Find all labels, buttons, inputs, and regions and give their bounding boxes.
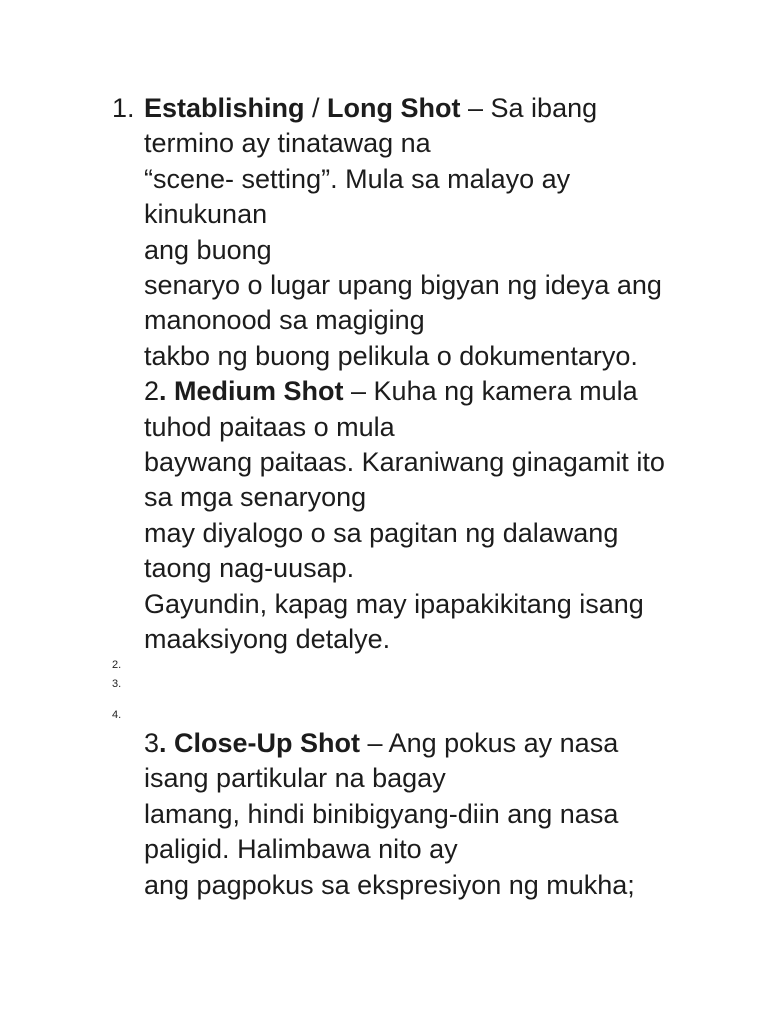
item-first-line — [144, 726, 744, 761]
item-line: may diyalogo o sa pagitan ng dalawang — [144, 517, 619, 548]
small-list-number: 2. — [112, 659, 122, 671]
small-list-number: 3. — [112, 678, 122, 690]
item-lead-text: – Ang pokus ay nasa — [360, 728, 619, 758]
item-line: ang pagpokus sa ekspresiyon ng mukha; — [144, 869, 635, 900]
list-number-3: 3 — [144, 728, 160, 758]
term-close-up-shot: . Close-Up Shot — [159, 728, 361, 758]
item-lead-text: – Sa ibang — [460, 93, 598, 123]
item-line: paligid. Halimbawa nito ay — [144, 834, 458, 865]
item-line: lamang, hindi binibigyang-diin ang nasa — [144, 798, 619, 829]
item-line: takbo ng buong pelikula o dokumentaryo. — [144, 340, 638, 371]
list-item-establishing-shot — [144, 91, 744, 658]
item-line: ang buong — [144, 234, 272, 265]
item-line: isang partikular na bagay — [144, 763, 446, 794]
item-line: “scene- setting”. Mula sa malayo ay — [144, 163, 571, 194]
item-line: maaksiyong detalye. — [144, 624, 391, 655]
small-list-number: 4. — [112, 709, 122, 721]
item-line: Gayundin, kapag may ipapakikitang isang — [144, 588, 644, 619]
list-item-close-up-shot — [144, 726, 744, 903]
item-line: senaryo o lugar upang bigyan ng ideya ang — [144, 270, 662, 301]
list-number-1: 1. — [112, 93, 135, 123]
item-line: tuhod paitaas o mula — [144, 411, 395, 442]
item-first-line — [144, 374, 744, 409]
item-lead-text: – Kuha ng kamera mula — [343, 376, 638, 407]
item-line: kinukunan — [144, 199, 268, 230]
item-line: taong nag-uusap. — [144, 553, 355, 584]
list-number-2: 2 — [144, 376, 160, 407]
item-line: termino ay tinatawag na — [144, 128, 431, 159]
item-line: baywang paitaas. Karaniwang ginagamit ito — [144, 447, 665, 478]
term-establishing: Establishing — [144, 93, 305, 123]
term-medium-shot: . Medium Shot — [159, 376, 344, 407]
term-long-shot: Long Shot — [327, 93, 461, 123]
term-separator: / — [304, 93, 328, 123]
item-line: sa mga senaryong — [144, 482, 367, 513]
item-line: manonood sa magiging — [144, 305, 425, 336]
item-first-line — [144, 91, 744, 126]
